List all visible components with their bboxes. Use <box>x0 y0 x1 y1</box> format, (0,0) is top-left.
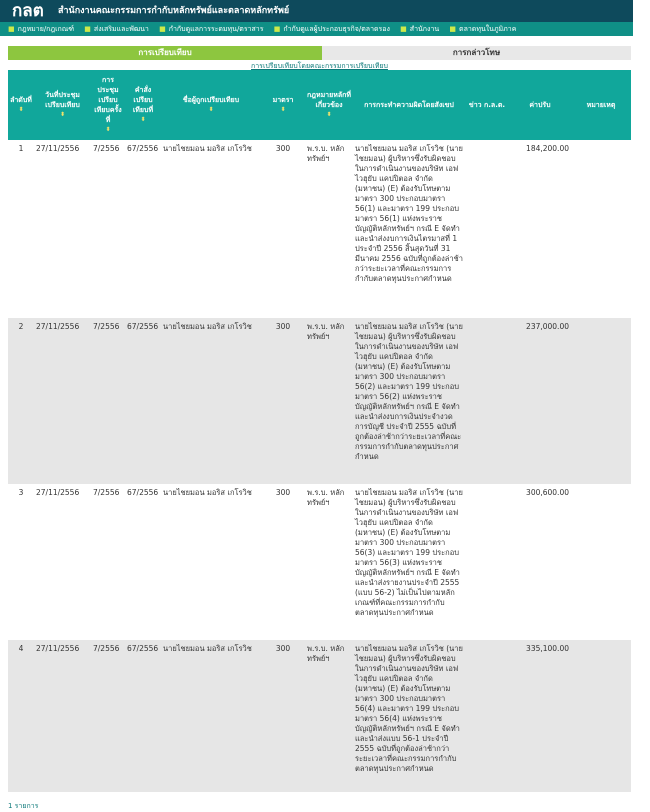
nav-item-regional[interactable]: ■ ตลาดทุนในภูมิภาค <box>449 25 517 33</box>
agency-name: สำนักงานคณะกรรมการกำกับหลักทรัพย์และตลาดหลักทรัพย์ <box>58 6 290 16</box>
cell-law: พ.ร.บ. หลักทรัพย์ฯ <box>305 484 353 640</box>
cell-meeting: 7/2556 <box>91 140 125 318</box>
cell-fine: 335,100.00 <box>509 640 571 792</box>
cell-no: 1 <box>8 140 34 318</box>
cell-meeting: 7/2556 <box>91 484 125 640</box>
cell-news[interactable] <box>465 318 509 484</box>
cell-section: 300 <box>261 484 305 640</box>
cell-no: 3 <box>8 484 34 640</box>
cell-fine: 184,200.00 <box>509 140 571 318</box>
cell-note <box>571 318 631 484</box>
cell-section: 300 <box>261 640 305 792</box>
col-law[interactable]: กฎหมายหลักที่เกี่ยวข้อง ⬍ <box>305 70 353 140</box>
top-nav <box>0 22 633 36</box>
nav-item-office[interactable]: ■ สำนักงาน <box>400 25 440 33</box>
cell-fine: 300,600.00 <box>509 484 571 640</box>
sort-icon: ⬍ <box>105 126 111 133</box>
table-row <box>8 640 631 792</box>
settlement-table <box>8 70 631 792</box>
cell-section: 300 <box>261 318 305 484</box>
col-note: หมายเหตุ <box>571 70 631 140</box>
cell-name: นายไชยมอน มอริส เกโรวิช <box>161 140 261 318</box>
cell-law: พ.ร.บ. หลักทรัพย์ฯ <box>305 318 353 484</box>
cell-law: พ.ร.บ. หลักทรัพย์ฯ <box>305 640 353 792</box>
sort-icon: ⬍ <box>18 106 24 113</box>
cell-news[interactable] <box>465 140 509 318</box>
sort-icon: ⬍ <box>326 111 332 118</box>
site-header <box>0 0 633 22</box>
cell-name: นายไชยมอน มอริส เกโรวิช <box>161 484 261 640</box>
cell-order: 67/2556 <box>125 318 161 484</box>
cell-summary: นายไชยมอน มอริส เกโรวิช (นายไชยมอน) ผู้บริหารซึ่งรับผิดชอบในการดำเนินงานของบริษัท เอฟไวฮุยับ แคปปิตอล จำกัด (มหาชน) (E) ต้องรับโทษตามมาตรา 300 ประกอบมาตรา 56(2) และมาตรา 199 ประกอบมาตรา 56(2) แห่งพระราชบัญญัติหลักทรัพย์ฯ กรณี E จัดทำและนำส่งงบการเงินประจำงวดการบัญชี ประจำปี 2555 ฉบับที่ถูกต้องล่าช้ากว่าระยะเวลาที่คณะกรรมการกำกับตลาดทุนประกาศกำหนด <box>353 318 465 484</box>
cell-date: 27/11/2556 <box>34 318 91 484</box>
nav-item-promote[interactable]: ■ ส่งเสริมและพัฒนา <box>84 25 149 33</box>
table-row <box>8 140 631 318</box>
cell-note <box>571 484 631 640</box>
col-section[interactable]: มาตรา ⬍ <box>261 70 305 140</box>
cell-name: นายไชยมอน มอริส เกโรวิช <box>161 318 261 484</box>
cell-no: 4 <box>8 640 34 792</box>
cell-section: 300 <box>261 140 305 318</box>
cell-news[interactable] <box>465 484 509 640</box>
tab-complaint[interactable]: การกล่าวโทษ <box>322 46 631 60</box>
cell-meeting: 7/2556 <box>91 640 125 792</box>
col-order[interactable]: คำสั่งเปรียบเทียบที่ ⬍ <box>125 70 161 140</box>
cell-no: 2 <box>8 318 34 484</box>
cell-news[interactable] <box>465 640 509 792</box>
tab-settlement[interactable]: การเปรียบเทียบ <box>8 46 322 60</box>
cell-meeting: 7/2556 <box>91 318 125 484</box>
cell-order: 67/2556 <box>125 640 161 792</box>
sort-icon: ⬍ <box>208 106 214 113</box>
col-date[interactable]: วันที่ประชุมเปรียบเทียบ ⬍ <box>34 70 91 140</box>
cell-summary: นายไชยมอน มอริส เกโรวิช (นายไชยมอน) ผู้บริหารซึ่งรับผิดชอบในการดำเนินงานของบริษัท เอฟไวฮุยับ แคปปิตอล จำกัด (มหาชน) (E) ต้องรับโทษตามมาตรา 300 ประกอบมาตรา 56(3) และมาตรา 199 ประกอบมาตรา 56(3) แห่งพระราชบัญญัติหลักทรัพย์ฯ กรณี E จัดทำและนำส่งรายงานประจำปี 2555 (แบบ 56-2) ไม่เป็นไปตามหลักเกณฑ์ที่คณะกรรมการกำกับตลาดทุนประกาศกำหนด <box>353 484 465 640</box>
cell-note <box>571 140 631 318</box>
sort-icon: ⬍ <box>59 111 66 118</box>
col-news: ข่าว ก.ล.ต. <box>465 70 509 140</box>
nav-item-law[interactable]: ■ กฎหมาย/กฎเกณฑ์ <box>8 25 75 33</box>
col-fine: ค่าปรับ <box>509 70 571 140</box>
sec-logo[interactable]: กลต <box>12 1 44 21</box>
cell-name: นายไชยมอน มอริส เกโรวิช <box>161 640 261 792</box>
table-row <box>8 484 631 640</box>
cell-date: 27/11/2556 <box>34 640 91 792</box>
nav-item-fundraising[interactable]: ■ กำกับดูแลการระดมทุน/ตราสาร <box>159 25 264 33</box>
cell-order: 67/2556 <box>125 484 161 640</box>
col-no[interactable]: ลำดับที่ ⬍ <box>8 70 34 140</box>
table-caption[interactable]: การเปรียบเทียบโดยคณะกรรมการเปรียบเทียบ <box>251 62 388 70</box>
record-count: 1 รายการ <box>8 802 39 810</box>
table-row <box>8 318 631 484</box>
cell-summary: นายไชยมอน มอริส เกโรวิช (นายไชยมอน) ผู้บริหารซึ่งรับผิดชอบในการดำเนินงานของบริษัท เอฟไวฮุยับ แคปปิตอล จำกัด (มหาชน) (E) ต้องรับโทษตามมาตรา 300 ประกอบมาตรา 56(4) และมาตรา 199 ประกอบมาตรา 56(4) แห่งพระราชบัญญัติหลักทรัพย์ฯ กรณี E จัดทำและนำส่งแบบ 56-1 ประจำปี 2555 ฉบับที่ถูกต้องล่าช้ากว่าระยะเวลาที่คณะกรรมการกำกับตลาดทุนประกาศกำหนด <box>353 640 465 792</box>
cell-summary: นายไชยมอน มอริส เกโรวิช (นายไชยมอน) ผู้บริหารซึ่งรับผิดชอบในการดำเนินงานของบริษัท เอฟไวฮุยับ แคปปิตอล จำกัด (มหาชน) (E) ต้องรับโทษตามมาตรา 300 ประกอบมาตรา 56(1) และมาตรา 199 ประกอบมาตรา 56(1) แห่งพระราชบัญญัติหลักทรัพย์ฯ กรณี E จัดทำและนำส่งงบการเงินไตรมาสที่ 1 ประจำปี 2556 สิ้นสุดวันที่ 31 มีนาคม 2556 ฉบับที่ถูกต้องล่าช้ากว่าระยะเวลาที่คณะกรรมการกำกับตลาดทุนประกาศกำหนด <box>353 140 465 318</box>
sort-icon: ⬍ <box>280 106 286 113</box>
cell-date: 27/11/2556 <box>34 140 91 318</box>
tab-bar <box>8 46 631 60</box>
nav-item-intermediaries[interactable]: ■ กำกับดูแลผู้ประกอบธุรกิจ/ตลาดรอง <box>273 25 390 33</box>
cell-note <box>571 640 631 792</box>
col-name[interactable]: ชื่อผู้ถูกเปรียบเทียบ ⬍ <box>161 70 261 140</box>
sort-icon: ⬍ <box>140 116 146 123</box>
cell-fine: 237,000.00 <box>509 318 571 484</box>
cell-date: 27/11/2556 <box>34 484 91 640</box>
cell-law: พ.ร.บ. หลักทรัพย์ฯ <box>305 140 353 318</box>
cell-order: 67/2556 <box>125 140 161 318</box>
col-meeting[interactable]: การประชุมเปรียบเทียบครั้งที่ ⬍ <box>91 70 125 140</box>
col-summary: การกระทำความผิดโดยสังเขป <box>353 70 465 140</box>
